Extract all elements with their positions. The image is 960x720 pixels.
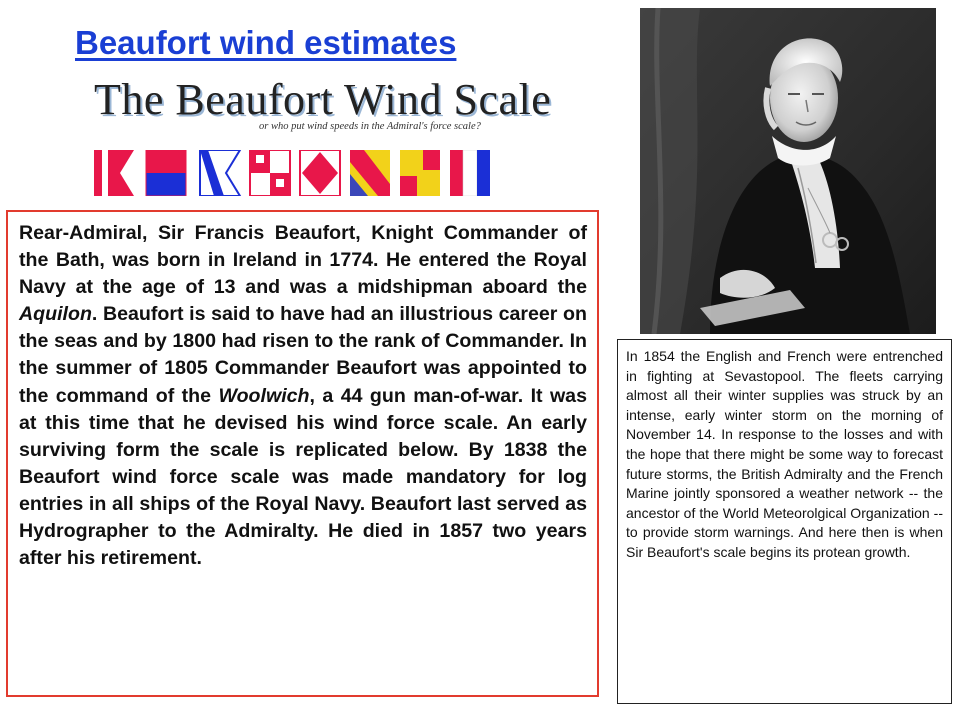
biography-box [6,210,599,697]
bio-text-part: Rear-Admiral, Sir Francis Beaufort, Knight Commander of the Bath, was born in Ireland in 1774. He entered the Royal Navy at the age of 13 and was a midshipman aboard the [19,222,587,299]
signal-flag [94,150,134,196]
signal-flag [400,150,440,196]
logo-title: The Beaufort Wind Scale [94,75,552,124]
signal-flag [350,150,390,196]
page-title[interactable]: Beaufort wind estimates [75,24,457,61]
logo-subtitle: or who put wind speeds in the Admiral's force scale? [259,121,481,132]
history-note-text: In 1854 the English and French were entrenched in fighting at Sevastopool. The fleets carrying almost all their winter supplies was struck by an intense, early winter storm on the morning of November 14. In response to the losses and with the hope that there might be some way to forecast future storms, the British Admiralty and the French Marine jointly sponsored a weather network -- the ancestor of the World Meteorolgical Organization -- to provide storm warnings. And here then is when Sir Beaufort's scale begins its protean growth. [626,348,943,560]
signal-flag [146,150,186,196]
ship-name-woolwich: Woolwich [218,384,310,407]
signal-flags-image [94,150,494,196]
bio-text-part: . Beaufort is said to have had an illustrious career on the seas and by 1800 had risen to the rank of Commander. In the summer of 1805 Commander Beaufort was appointed to the command of the [19,303,587,407]
signal-flag [450,150,490,196]
ship-name-aquilon: Aquilon [19,303,92,326]
beaufort-scale-logo [94,74,552,136]
history-note-box [617,339,952,704]
bio-text-part: , a 44 gun man-of-war. It was at this time that he devised his wind force scale. An early surviving form the scale is replicated below. By 1838 the Beaufort wind force scale was made mandatory for log entries in all ships of the Royal Navy. Beaufort last served as Hydrographer to the Admiralty. He died in 1857 two years after his retirement. [19,384,587,570]
signal-flag [250,150,290,196]
signal-flag [300,150,340,196]
biography-text [19,220,587,572]
beaufort-portrait-image [640,8,936,334]
signal-flag [200,150,240,196]
